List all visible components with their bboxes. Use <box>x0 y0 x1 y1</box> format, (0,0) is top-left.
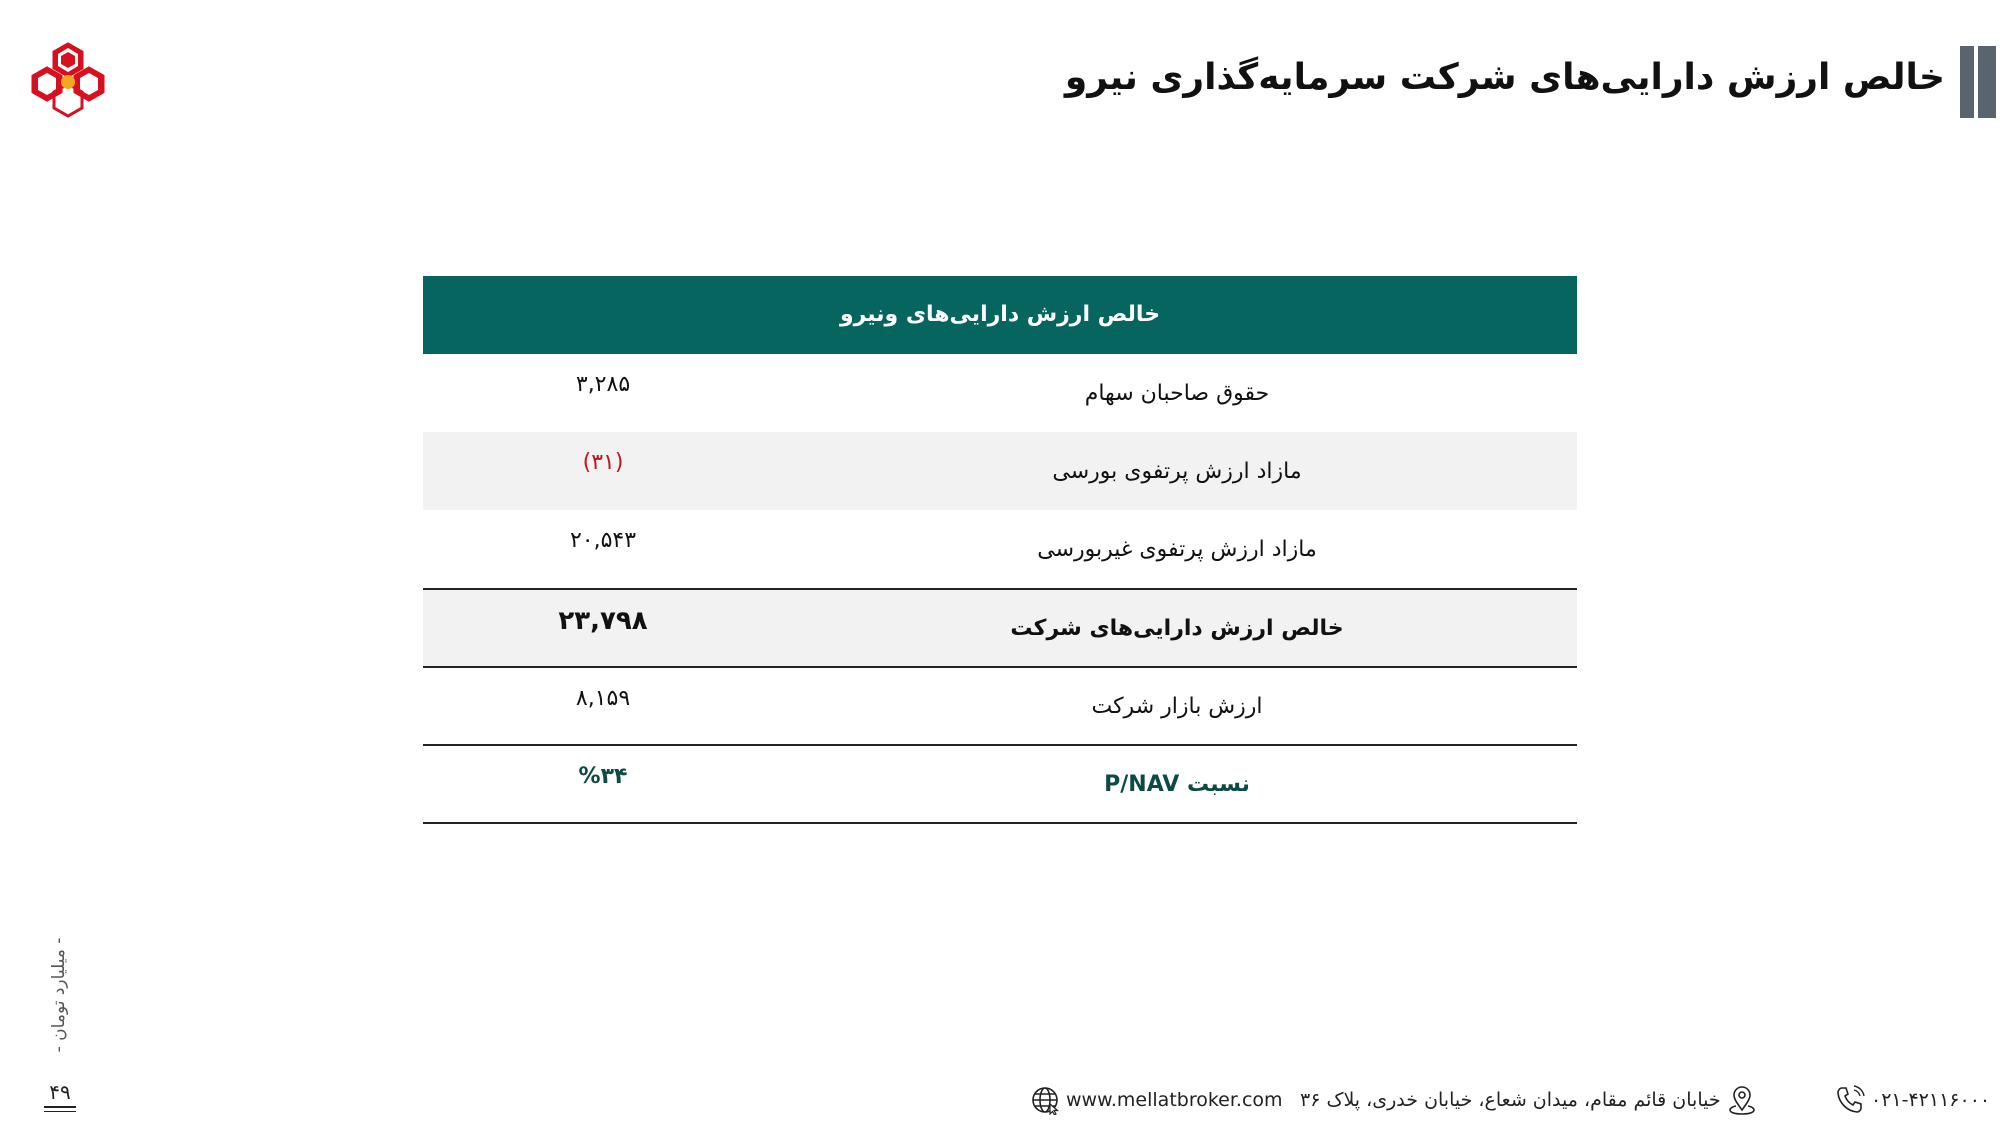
row-value-negative: (۳۱) <box>582 450 624 475</box>
page-number <box>44 1080 76 1112</box>
footer-website[interactable] <box>1030 1080 1283 1120</box>
phone-number[interactable]: ۰۲۱-۴۲۱۱۶۰۰۰ <box>1871 1089 1991 1111</box>
unit-text: - میلیارد تومان - <box>49 937 69 1053</box>
website-link[interactable]: www.mellatbroker.com <box>1066 1089 1283 1111</box>
footer-phone[interactable] <box>1835 1080 1990 1120</box>
table-row <box>423 666 1577 744</box>
footer-address <box>1300 1080 1757 1120</box>
globe-icon <box>1030 1085 1060 1115</box>
row-value: ۲۳,۷۹۸ <box>558 606 648 636</box>
table-row <box>423 510 1577 588</box>
row-label: خالص ارزش دارایی‌های شرکت <box>1010 615 1344 641</box>
address-text: خیابان قائم مقام، میدان شعاع، خیابان خدری، پلاک ۳۶ <box>1300 1089 1721 1111</box>
row-value: ۲۰,۵۴۳ <box>569 528 637 553</box>
company-logo-icon <box>30 40 106 120</box>
phone-icon <box>1835 1084 1865 1116</box>
table-row-total <box>423 588 1577 666</box>
table-row <box>423 354 1577 432</box>
row-label: مازاد ارزش پرتفوی بورسی <box>1052 458 1302 484</box>
page-number-text: ۴۹ <box>49 1080 71 1104</box>
row-label: حقوق صاحبان سهام <box>1084 380 1270 406</box>
row-label: نسبت P/NAV <box>1104 771 1250 797</box>
unit-note <box>44 930 74 1060</box>
page-title: خالص ارزش دارایی‌های شرکت سرمایه‌گذاری نیرو <box>1064 57 1945 98</box>
row-label: مازاد ارزش پرتفوی غیربورسی <box>1037 536 1317 562</box>
table-row <box>423 432 1577 510</box>
nav-table <box>423 276 1577 824</box>
row-value: ۸,۱۵۹ <box>575 686 631 711</box>
row-value: %۳۴ <box>578 764 628 789</box>
row-label: ارزش بازار شرکت <box>1091 693 1263 719</box>
title-accent-bar <box>1958 46 2000 118</box>
table-row-ratio <box>423 744 1577 824</box>
row-value: ۳,۲۸۵ <box>575 372 631 397</box>
table-heading: خالص ارزش دارایی‌های ونیرو <box>423 276 1577 354</box>
location-pin-icon <box>1727 1084 1757 1116</box>
